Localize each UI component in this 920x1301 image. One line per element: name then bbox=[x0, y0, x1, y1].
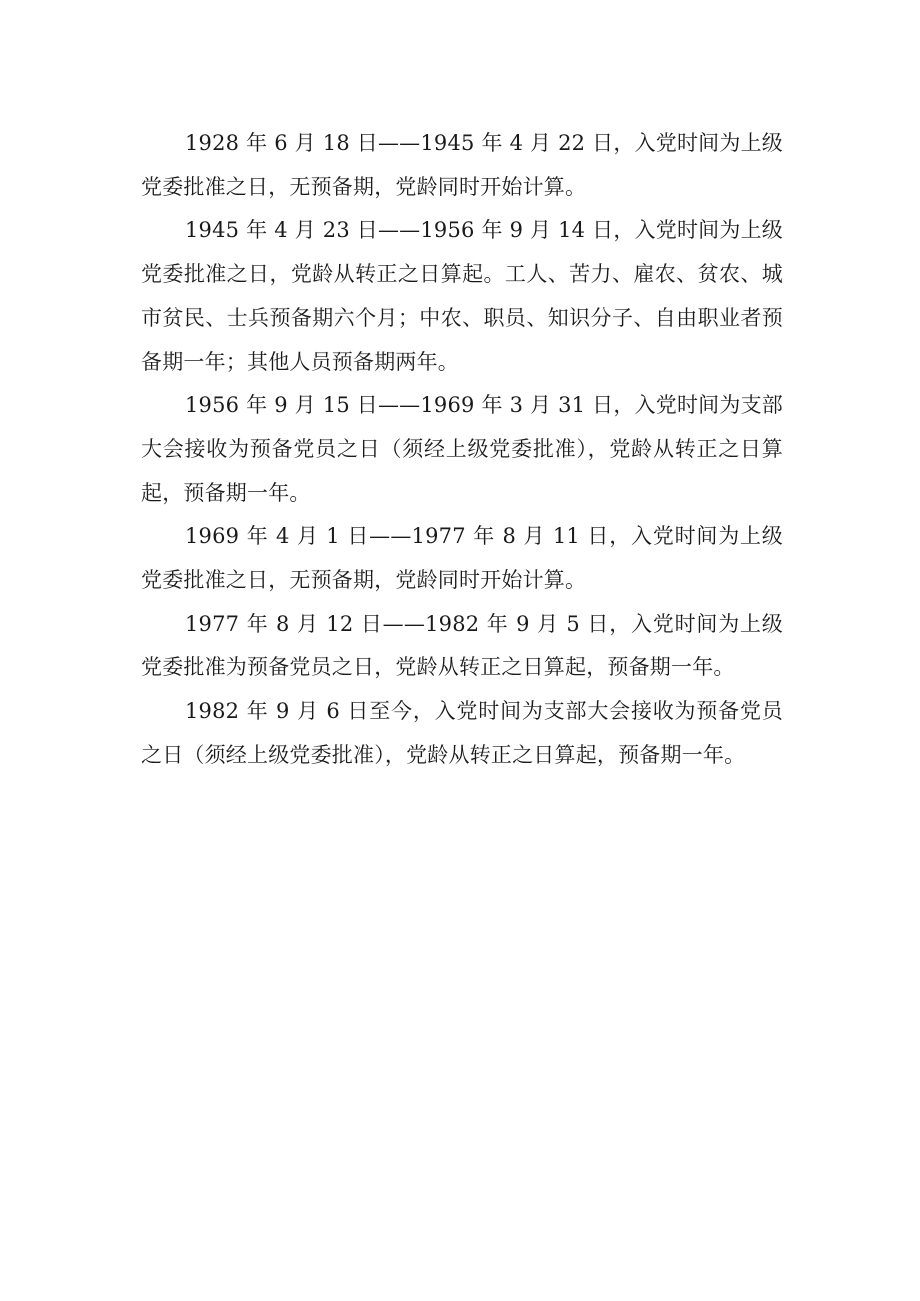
paragraph-1969-1977: 1969 年 4 月 1 日——1977 年 8 月 11 日，入党时间为上级党委批准之日，无预备期，党龄同时开始计算。 bbox=[141, 524, 783, 593]
paragraph-1956-1969: 1956 年 9 月 15 日——1969 年 3 月 31 日，入党时间为支部大会接收为预备党员之日（须经上级党委批准），党龄从转正之日算起，预备期一年。 bbox=[141, 393, 783, 505]
paragraph-1945-1956: 1945 年 4 月 23 日——1956 年 9 月 14 日，入党时间为上级党委批准之日，党龄从转正之日算起。工人、苦力、雇农、贫农、城市贫民、士兵预备期六个月；中农、职员、知识分子、自由职业者预备期一年；其他人员预备期两年。 bbox=[141, 218, 783, 374]
document-body bbox=[141, 122, 783, 778]
paragraph-1928-1945: 1928 年 6 月 18 日——1945 年 4 月 22 日，入党时间为上级党委批准之日，无预备期，党龄同时开始计算。 bbox=[141, 131, 783, 199]
paragraph-1982-present: 1982 年 9 月 6 日至今，入党时间为支部大会接收为预备党员之日（须经上级党委批准），党龄从转正之日算起，预备期一年。 bbox=[141, 699, 783, 767]
paragraph-1977-1982: 1977 年 8 月 12 日——1982 年 9 月 5 日，入党时间为上级党委批准为预备党员之日，党龄从转正之日算起，预备期一年。 bbox=[141, 611, 783, 680]
